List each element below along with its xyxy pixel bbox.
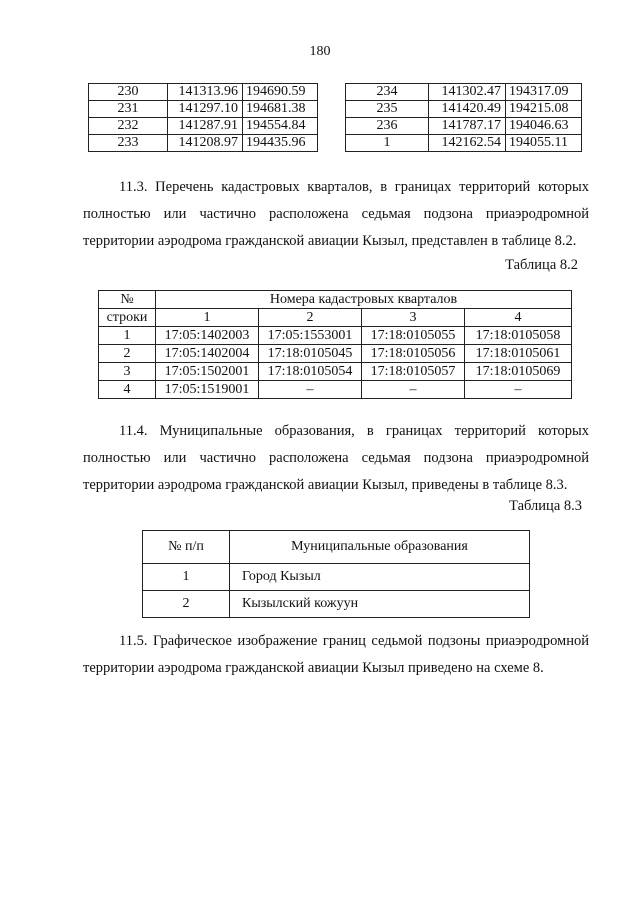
coord-x: 141420.49	[429, 101, 506, 118]
coord-y: 194215.08	[506, 101, 582, 118]
table-row	[89, 135, 318, 152]
table-row	[346, 101, 582, 118]
column-header: 1	[156, 309, 259, 327]
table-8-2-caption: Таблица 8.2	[505, 257, 578, 273]
coord-y: 194690.59	[243, 84, 318, 101]
table-header-row	[99, 309, 572, 327]
paragraph-11-4	[83, 418, 589, 499]
column-header: 3	[362, 309, 465, 327]
row-number: 2	[143, 591, 230, 618]
municipality-name: Город Кызыл	[230, 564, 530, 591]
table-row	[89, 84, 318, 101]
coord-x: 141287.91	[168, 118, 243, 135]
table-row	[99, 345, 572, 363]
number-header: № п/п	[143, 531, 230, 564]
cadastral-number: 17:18:0105056	[362, 345, 465, 363]
cadastral-number: 17:05:1519001	[156, 381, 259, 399]
cadastral-number: 17:18:0105045	[259, 345, 362, 363]
cadastral-number: 17:05:1502001	[156, 363, 259, 381]
coordinates-table-left	[88, 83, 318, 152]
column-header: 4	[465, 309, 572, 327]
table-row	[99, 327, 572, 345]
paragraph-line: 11.5. Графическое изображение границ седьмой подзоны приаэродромной	[119, 633, 589, 649]
cadastral-quarters-table	[98, 290, 572, 399]
municipality-header: Муниципальные образования	[230, 531, 530, 564]
cadastral-number: 17:18:0105057	[362, 363, 465, 381]
coord-x: 141297.10	[168, 101, 243, 118]
coord-y: 194046.63	[506, 118, 582, 135]
row-number: 4	[99, 381, 156, 399]
table-row	[346, 84, 582, 101]
point-number: 1	[346, 135, 429, 152]
paragraph-line: территории аэродрома гражданской авиации Кызыл приведено на схеме 8.	[83, 660, 544, 676]
coordinates-table-right	[345, 83, 582, 152]
row-number: 1	[143, 564, 230, 591]
page-number: 180	[309, 44, 331, 59]
coord-y: 194435.96	[243, 135, 318, 152]
point-number: 236	[346, 118, 429, 135]
cadastral-number: 17:05:1553001	[259, 327, 362, 345]
coord-x: 142162.54	[429, 135, 506, 152]
coord-y: 194055.11	[506, 135, 582, 152]
coord-y: 194681.38	[243, 101, 318, 118]
paragraph-line: 11.3. Перечень кадастровых кварталов, в границах территорий которых	[119, 179, 589, 195]
row-number: 3	[99, 363, 156, 381]
paragraph-line: полностью или частично расположена седьмая подзона приаэродромной	[83, 450, 589, 466]
cadastral-number: –	[259, 381, 362, 399]
column-header: 2	[259, 309, 362, 327]
point-number: 235	[346, 101, 429, 118]
cadastral-number: –	[465, 381, 572, 399]
table-row	[99, 381, 572, 399]
point-number: 233	[89, 135, 168, 152]
row-number-header-sub: строки	[99, 309, 156, 327]
row-number-header: №	[99, 291, 156, 309]
paragraph-line: территории аэродрома гражданской авиации Кызыл, приведены в таблице 8.3.	[83, 477, 568, 493]
cadastral-number: 17:18:0105061	[465, 345, 572, 363]
coord-y: 194554.84	[243, 118, 318, 135]
paragraph-line: 11.4. Муниципальные образования, в границах территорий которых	[119, 423, 589, 439]
table-row	[143, 591, 530, 618]
table-row	[346, 118, 582, 135]
coord-x: 141313.96	[168, 84, 243, 101]
municipality-name: Кызылский кожуун	[230, 591, 530, 618]
coord-y: 194317.09	[506, 84, 582, 101]
coord-x: 141302.47	[429, 84, 506, 101]
point-number: 231	[89, 101, 168, 118]
municipalities-table	[142, 530, 530, 618]
table-header-row	[143, 531, 530, 564]
coord-x: 141787.17	[429, 118, 506, 135]
paragraph-11-3	[83, 174, 589, 255]
point-number: 234	[346, 84, 429, 101]
cadastral-number: 17:18:0105058	[465, 327, 572, 345]
table-row	[99, 363, 572, 381]
cadastral-numbers-header: Номера кадастровых кварталов	[156, 291, 572, 309]
cadastral-number: 17:05:1402004	[156, 345, 259, 363]
cadastral-number: 17:18:0105069	[465, 363, 572, 381]
point-number: 230	[89, 84, 168, 101]
table-row	[346, 135, 582, 152]
table-row	[143, 564, 530, 591]
cadastral-number: 17:18:0105055	[362, 327, 465, 345]
row-number: 2	[99, 345, 156, 363]
cadastral-number: 17:05:1402003	[156, 327, 259, 345]
paragraph-line: территории аэродрома гражданской авиации Кызыл, представлен в таблице 8.2.	[83, 233, 577, 249]
table-row	[89, 118, 318, 135]
table-8-3-caption: Таблица 8.3	[509, 498, 582, 514]
cadastral-number: 17:18:0105054	[259, 363, 362, 381]
row-number: 1	[99, 327, 156, 345]
cadastral-number: –	[362, 381, 465, 399]
point-number: 232	[89, 118, 168, 135]
table-row	[89, 101, 318, 118]
table-header-row	[99, 291, 572, 309]
coord-x: 141208.97	[168, 135, 243, 152]
paragraph-11-5	[83, 628, 589, 682]
paragraph-line: полностью или частично расположена седьмая подзона приаэродромной	[83, 206, 589, 222]
